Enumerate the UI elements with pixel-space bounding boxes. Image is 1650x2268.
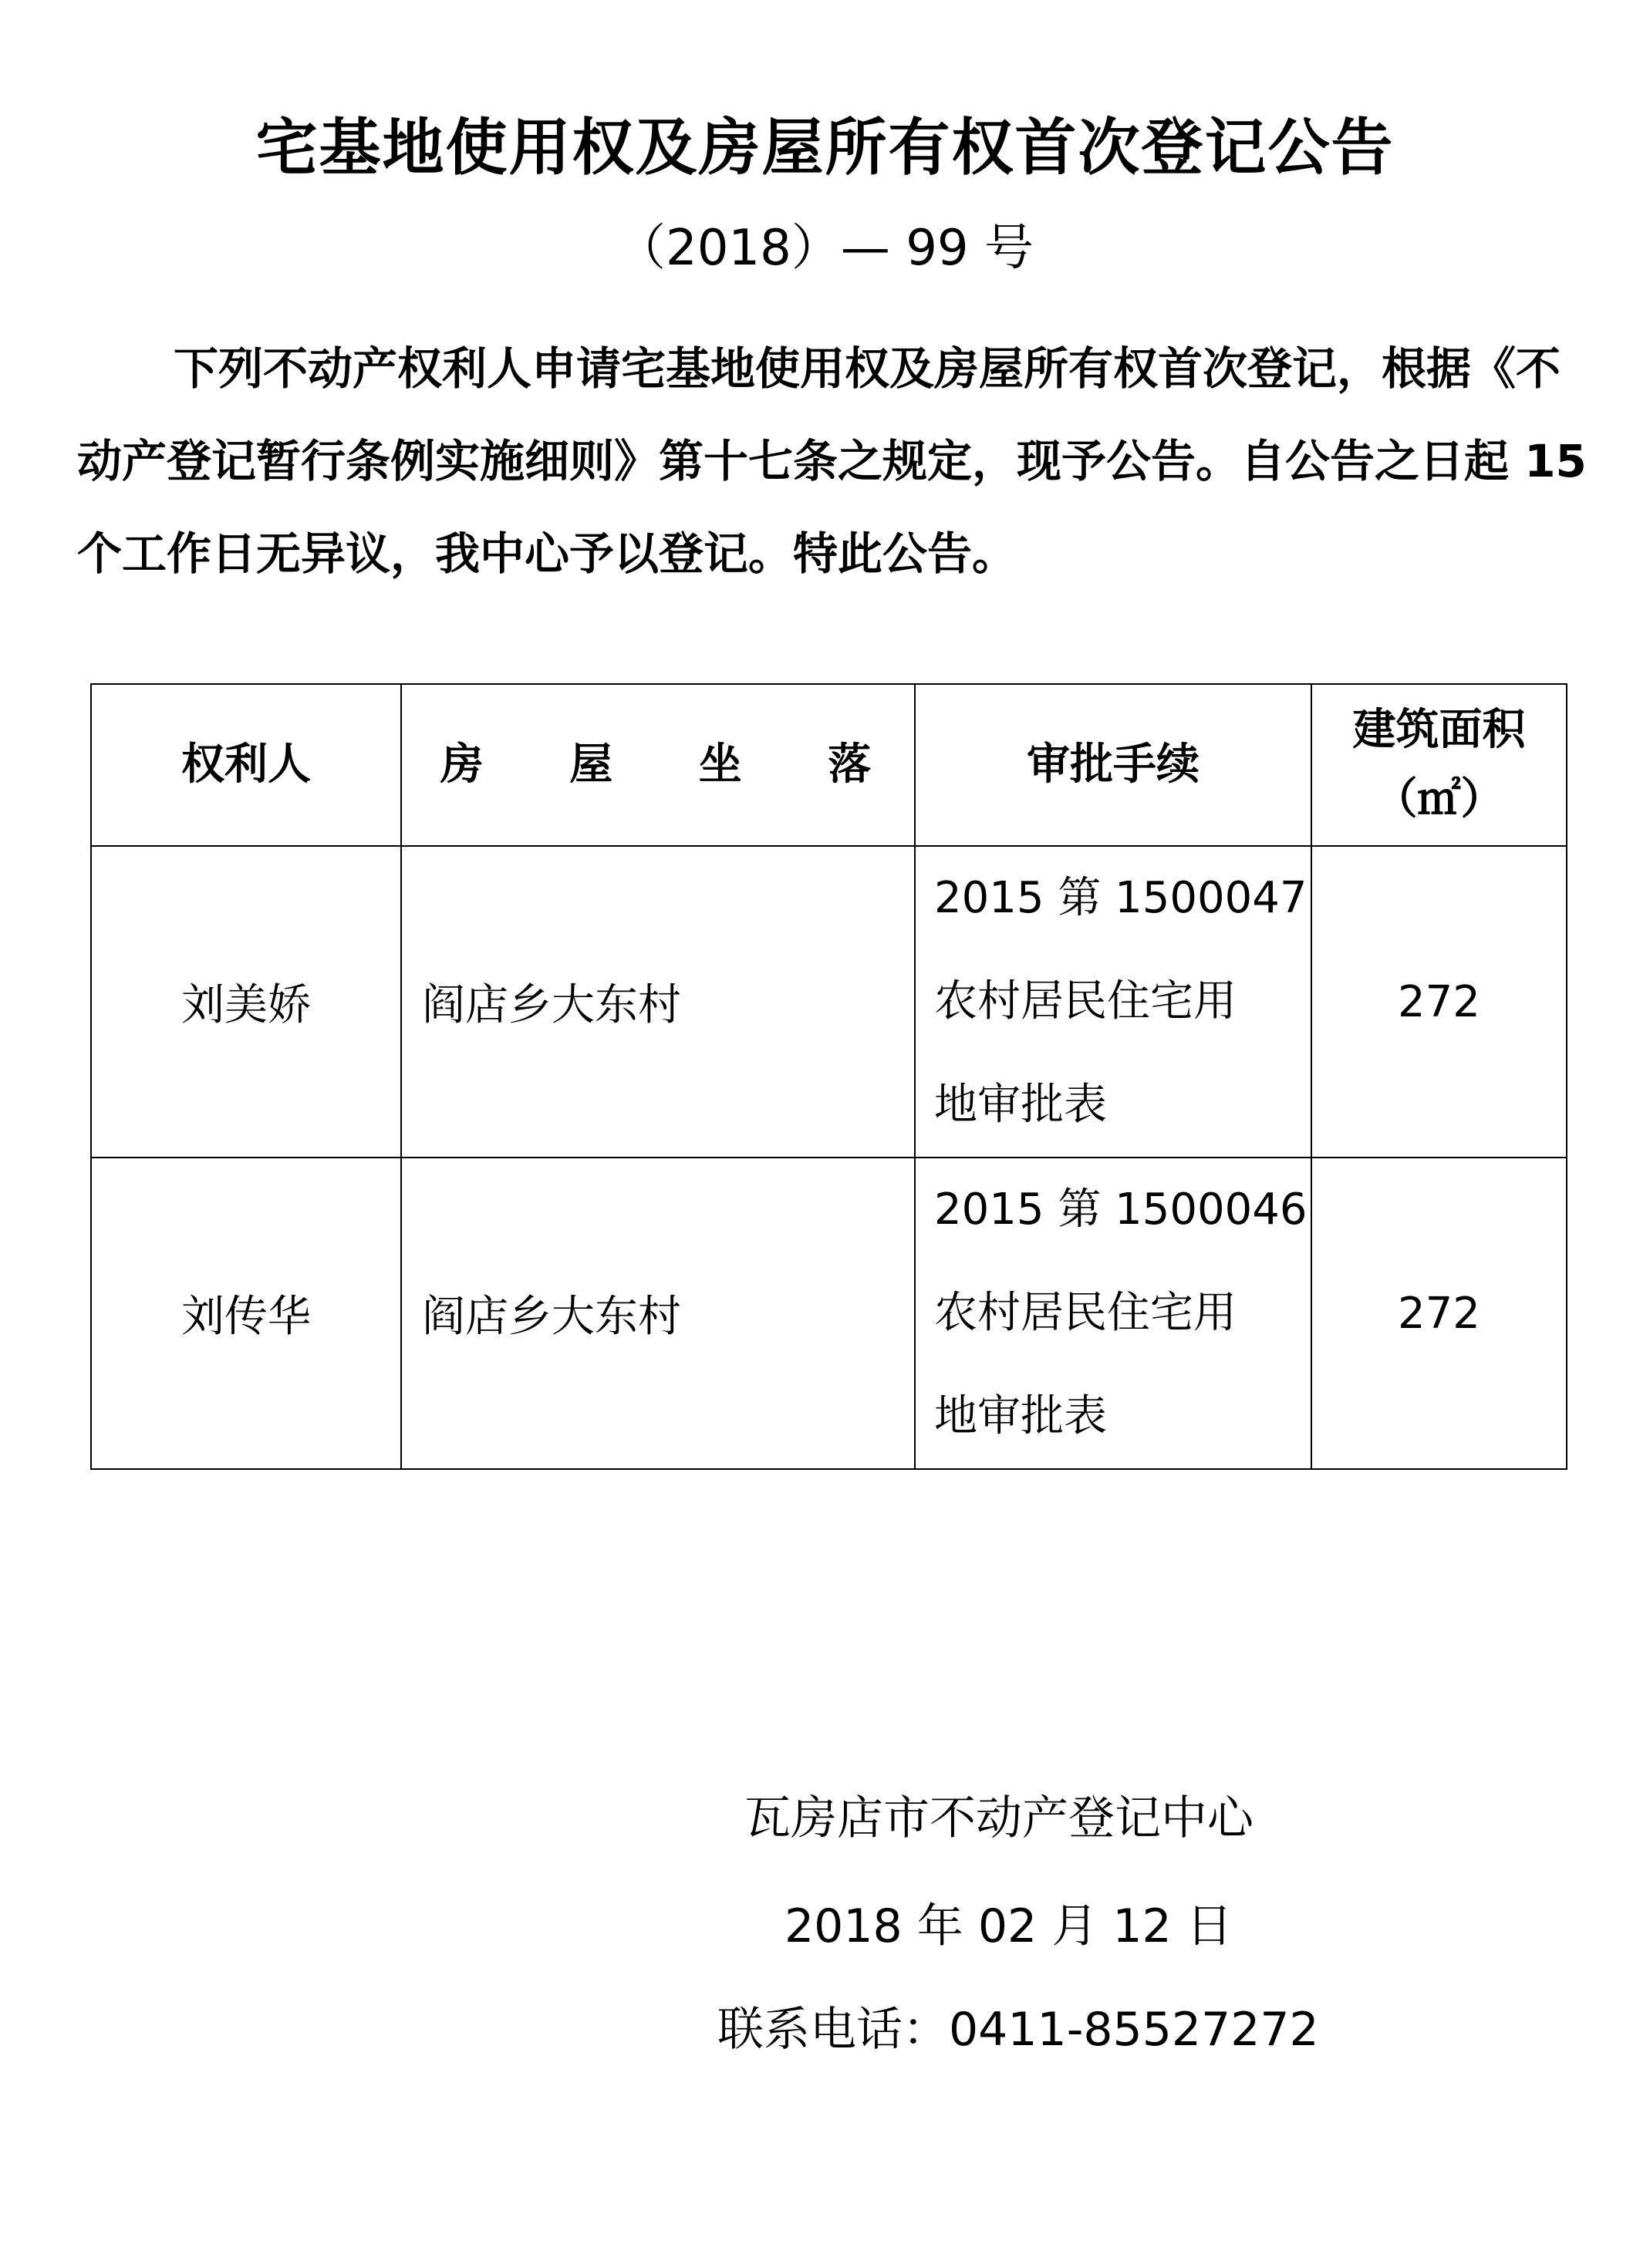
document-title: 宅基地使用权及房屋所有权首次登记公告 (255, 112, 1395, 184)
issuer-name: 瓦房店市不动产登记中心 (744, 1791, 1254, 1845)
header-holder: 权利人 (91, 684, 401, 846)
cell-area: 272 (1311, 846, 1567, 1158)
cell-holder: 刘传华 (91, 1158, 401, 1469)
contact-phone: 联系电话：0411-85527272 (717, 2003, 1319, 2057)
table-row (91, 846, 1567, 1158)
issue-date: 2018 年 02 月 12 日 (785, 1899, 1233, 1953)
cell-approval (915, 1158, 1311, 1469)
records-table (90, 683, 1567, 1470)
table-row (91, 1158, 1567, 1469)
cell-location: 阎店乡大东村 (401, 846, 915, 1158)
header-area-label: 建筑面积 (1352, 705, 1526, 755)
header-location-label: 房 屋 坐 落 (440, 740, 907, 790)
cell-area: 272 (1311, 1158, 1567, 1469)
header-approval: 审批手续 (915, 684, 1311, 846)
approval-type: 农村居民住宅用 (934, 1288, 1237, 1338)
cell-holder: 刘美娇 (91, 846, 401, 1158)
approval-type: 农村居民住宅用 (934, 976, 1237, 1026)
table-header-row (91, 684, 1567, 846)
header-area (1311, 684, 1567, 846)
cell-location: 阎店乡大东村 (401, 1158, 915, 1469)
header-area-unit: （㎡） (1374, 774, 1504, 824)
approval-number: 2015 第 1500047 (934, 873, 1308, 923)
approval-type-cont: 地审批表 (934, 1080, 1107, 1130)
header-location (401, 684, 915, 846)
document-number: （2018）— 99 号 (616, 220, 1034, 277)
intro-paragraph: 下列不动产权利人申请宅基地使用权及房屋所有权首次登记，根据《不动产登记暂行条例实施细则》第十七条之规定，现予公告。自公告之日起 15 个工作日无异议，我中心予以登记。特此公告。 (77, 342, 1587, 580)
cell-approval (915, 846, 1311, 1158)
approval-number: 2015 第 1500046 (934, 1185, 1308, 1235)
approval-type-cont: 地审批表 (934, 1391, 1107, 1441)
